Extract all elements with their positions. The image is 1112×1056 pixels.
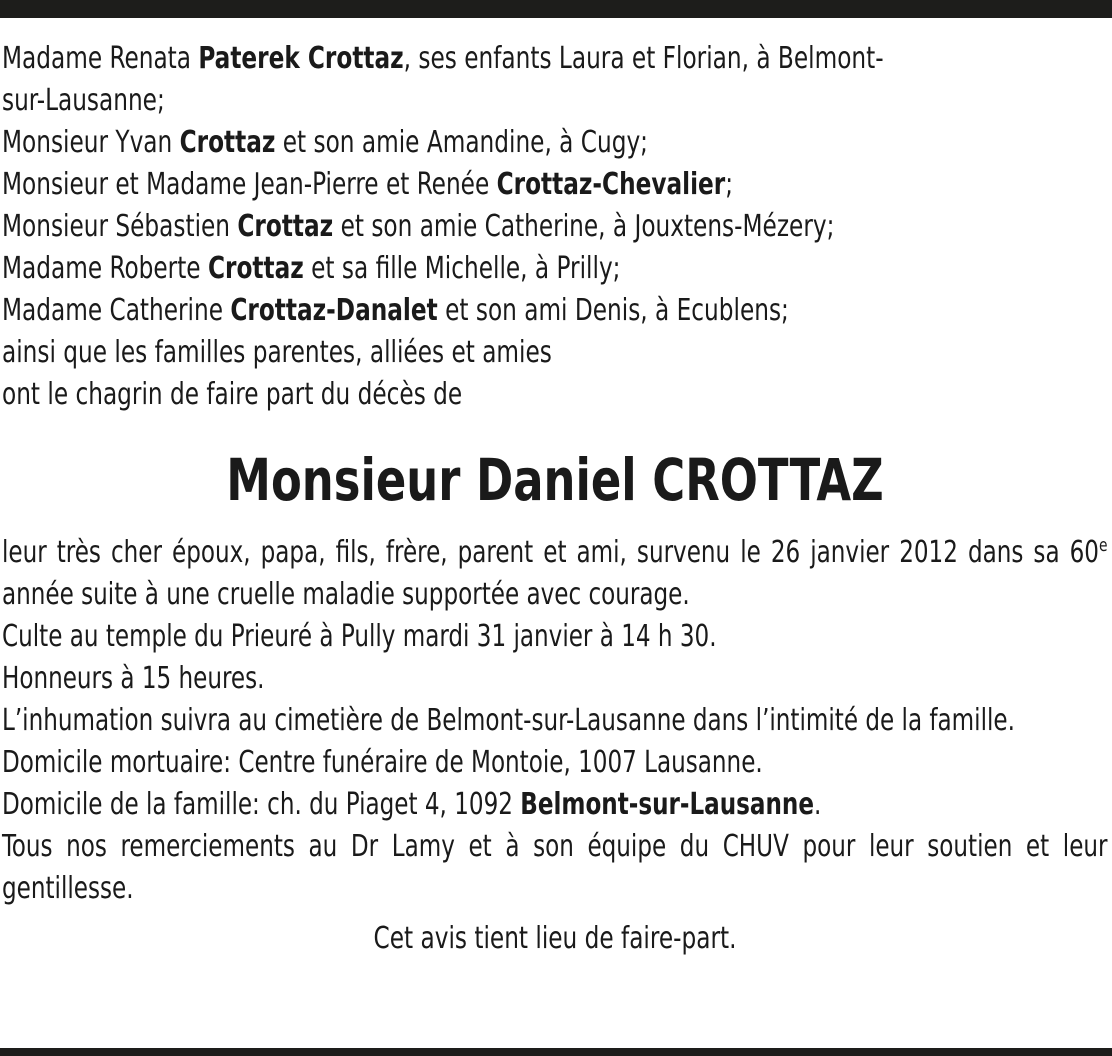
family-surname: Paterek Crottaz — [198, 41, 404, 76]
family-line-text: ; — [725, 167, 734, 202]
service-info: Culte au temple du Prieuré à Pully mardi 31 janvier à 14 h 30. — [2, 619, 717, 654]
honours-info: Honneurs à 15 heures. — [2, 661, 265, 696]
deceased-name: Monsieur Daniel CROTTAZ — [226, 446, 884, 514]
burial-info: L’inhumation suivra au cimetière de Belmont-sur-Lausanne dans l’intimité de la famille. — [2, 703, 1015, 738]
family-address — [2, 784, 1108, 826]
family-line-text: ont le chagrin de faire part du décès de — [2, 377, 463, 412]
announcement-text: année suite à une cruelle maladie supportée avec courage. — [2, 577, 690, 612]
family-line-text: et son amie Catherine, à Jouxtens-Mézery; — [333, 209, 835, 244]
family-line-text: Madame Roberte — [2, 251, 208, 286]
family-line — [2, 332, 953, 374]
family-line — [2, 38, 953, 80]
family-line-text: Monsieur Yvan — [2, 125, 180, 160]
family-surname: Crottaz — [207, 251, 304, 286]
family-address-locality: Belmont-sur-Lausanne — [520, 787, 815, 822]
bottom-rule — [0, 1048, 1112, 1056]
family-line-text: et sa fille Michelle, à Prilly; — [303, 251, 621, 286]
family-address-text: . — [814, 787, 822, 822]
top-rule — [0, 0, 1112, 18]
announcement-text: leur très cher époux, papa, fils, frère, parent et ami, survenu le 26 janvier 2012 dans sa 60 — [2, 535, 1099, 570]
acknowledgements: Tous nos remerciements au Dr Lamy et à son équipe du CHUV pour leur soutien et leur gentillesse. — [2, 829, 1108, 906]
family-surname: Crottaz — [179, 125, 276, 160]
family-line — [2, 248, 953, 290]
family-line-text: Monsieur Sébastien — [2, 209, 238, 244]
family-surname: Crottaz-Danalet — [230, 293, 438, 328]
family-address-text: Domicile de la famille: ch. du Piaget 4, 1092 — [2, 787, 521, 822]
announcement-paragraph — [2, 532, 1108, 616]
family-line-text: , ses enfants Laura et Florian, à Belmont- — [403, 41, 884, 76]
ordinal-superscript: e — [1098, 535, 1108, 556]
family-surname: Crottaz — [237, 209, 334, 244]
family-line-text: Monsieur et Madame Jean-Pierre et Renée — [2, 167, 497, 202]
family-line — [2, 164, 953, 206]
family-line-text: et son ami Denis, à Ecublens; — [437, 293, 789, 328]
family-line — [2, 290, 953, 332]
family-line — [2, 206, 953, 248]
family-line — [2, 122, 953, 164]
family-line-text: Madame Renata — [2, 41, 199, 76]
family-line-text: Madame Catherine — [2, 293, 231, 328]
family-line — [2, 80, 953, 122]
funeral-home-address: Domicile mortuaire: Centre funéraire de Montoie, 1007 Lausanne. — [2, 745, 763, 780]
obituary-notice — [2, 38, 1108, 960]
family-line — [2, 374, 953, 416]
family-line-text: ainsi que les familles parentes, alliées et amies — [2, 335, 552, 370]
family-line-text: et son amie Amandine, à Cugy; — [275, 125, 649, 160]
closing-note: Cet avis tient lieu de faire-part. — [373, 921, 737, 956]
family-line-text: sur-Lausanne; — [2, 83, 165, 118]
family-surname: Crottaz-Chevalier — [496, 167, 726, 202]
